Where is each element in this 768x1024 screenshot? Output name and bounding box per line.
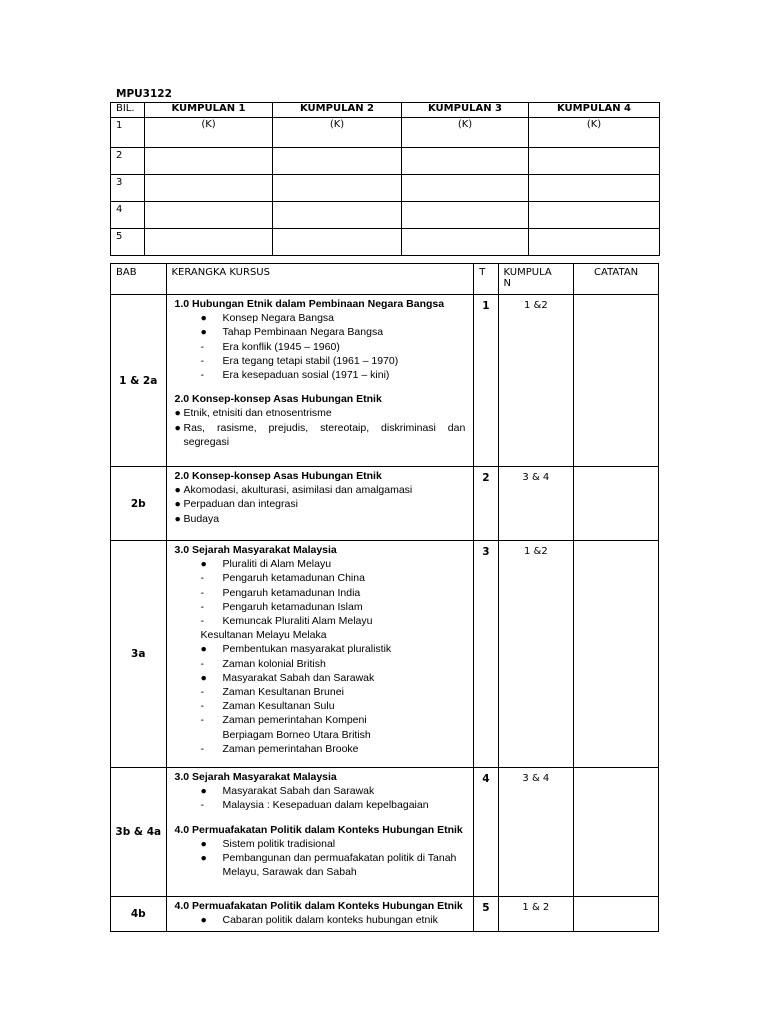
dash-icon: - <box>200 369 204 382</box>
list-item-continuation: Kesultanan Melayu Melaka <box>200 629 327 642</box>
bab-cell: 4b <box>111 897 167 932</box>
table-row <box>111 118 660 148</box>
group-cell <box>529 229 660 256</box>
table-row <box>111 202 660 229</box>
dash-icon: - <box>200 700 204 713</box>
catatan-cell <box>574 295 659 467</box>
bab-cell: 3a <box>111 541 167 768</box>
bab-cell: 3b & 4a <box>111 768 167 897</box>
table-row <box>111 148 660 175</box>
row-number: 2 <box>111 148 145 175</box>
catatan-cell <box>574 768 659 897</box>
dash-icon: - <box>200 799 204 812</box>
bab-cell: 2b <box>111 467 167 541</box>
syllabus-table <box>110 263 659 932</box>
list-item: - Zaman pemerintahan Kompeni <box>200 714 367 727</box>
kumpulan-cell: 3 & 4 <box>498 768 574 897</box>
group-cell <box>402 202 529 229</box>
t-cell: 1 <box>474 295 498 467</box>
group-cell <box>402 175 529 202</box>
list-item: - Malaysia : Kesepaduan dalam kepelbagaian <box>200 799 429 812</box>
section-title: 3.0 Sejarah Masyarakat Malaysia <box>174 771 337 783</box>
list-item: ● Etnik, etnisiti dan etnosentrisme <box>174 407 332 420</box>
row-number: 1 <box>111 118 145 148</box>
header-kumpulan-4: KUMPULAN 4 <box>529 103 660 118</box>
list-item: - Pengaruh ketamadunan India <box>200 586 361 599</box>
group-cell <box>529 175 660 202</box>
bullet-icon: ● <box>200 852 207 865</box>
list-item: ● Masyarakat Sabah dan Sarawak <box>200 671 375 684</box>
list-item: - Zaman kolonial British <box>200 657 326 670</box>
list-item: - Zaman Kesultanan Brunei <box>200 686 344 699</box>
list-item: - Zaman Kesultanan Sulu <box>200 700 335 713</box>
section-title: 4.0 Permuafakatan Politik dalam Konteks Hubungan Etnik <box>174 900 463 912</box>
course-code: MPU3122 <box>116 88 172 100</box>
group-cell <box>529 202 660 229</box>
section-title: 2.0 Konsep-konsep Asas Hubungan Etnik <box>174 393 382 406</box>
group-cell: (K) <box>273 118 402 148</box>
catatan-cell <box>574 541 659 768</box>
course-outline-cell <box>166 295 474 467</box>
row-number: 5 <box>111 229 145 256</box>
list-item: - Pengaruh ketamadunan Islam <box>200 600 363 613</box>
list-item: ● Konsep Negara Bangsa <box>200 312 334 325</box>
syllabus-header <box>111 264 659 295</box>
bullet-icon: ● <box>174 484 181 497</box>
bullet-icon: ● <box>200 671 207 684</box>
list-item-continuation: Melayu, Sarawak dan Sabah <box>222 866 357 879</box>
header-bab: BAB <box>111 264 167 295</box>
list-item: ● Pembangunan dan permuafakatan politik di Tanah <box>200 852 457 865</box>
course-outline-cell <box>166 768 474 897</box>
table-row <box>111 175 660 202</box>
t-cell: 4 <box>474 768 498 897</box>
course-outline-cell <box>166 467 474 541</box>
list-item: ● Budaya <box>174 512 220 525</box>
t-cell: 2 <box>474 467 498 541</box>
group-cell <box>145 175 273 202</box>
course-outline-cell <box>166 541 474 768</box>
dash-icon: - <box>200 657 204 670</box>
group-cell <box>273 202 402 229</box>
group-cell <box>273 175 402 202</box>
header-bil: BIL. <box>111 103 145 118</box>
section-title: 1.0 Hubungan Etnik dalam Pembinaan Negara Bangsa <box>174 298 445 310</box>
row-number: 4 <box>111 202 145 229</box>
dash-icon: - <box>200 600 204 613</box>
list-item: ● Perpaduan dan integrasi <box>174 498 298 511</box>
dash-icon: - <box>200 340 204 353</box>
t-cell: 5 <box>474 897 498 932</box>
list-item: ● Pembentukan masyarakat pluralistik <box>200 643 392 656</box>
group-cell <box>273 148 402 175</box>
table-row <box>111 229 660 256</box>
group-cell: (K) <box>402 118 529 148</box>
dash-icon: - <box>200 354 204 367</box>
bullet-icon: ● <box>174 421 181 434</box>
list-item-continuation: Berpiagam Borneo Utara British <box>222 728 371 741</box>
dash-icon: - <box>200 714 204 727</box>
bullet-icon: ● <box>200 326 207 339</box>
table-row <box>111 467 659 541</box>
kumpulan-cell: 1 &2 <box>498 295 574 467</box>
bullet-icon: ● <box>174 512 181 525</box>
header-kerangka: KERANGKA KURSUS <box>166 264 474 295</box>
bullet-icon: ● <box>200 312 207 325</box>
bab-cell: 1 & 2a <box>111 295 167 467</box>
list-item: ● Sistem politik tradisional <box>200 837 336 850</box>
list-item: - Zaman pemerintahan Brooke <box>200 742 359 755</box>
list-item: ● Masyarakat Sabah dan Sarawak <box>200 785 375 798</box>
table-row <box>111 768 659 897</box>
list-item: - Kemuncak Pluraliti Alam Melayu <box>200 615 373 628</box>
header-t: T <box>474 264 498 295</box>
group-cell: (K) <box>529 118 660 148</box>
list-item: ● Ras, rasisme, prejudis, stereotaip, diskriminasi dan <box>174 421 466 434</box>
group-cell <box>145 229 273 256</box>
bullet-icon: ● <box>200 558 207 571</box>
table-row <box>111 897 659 932</box>
header-kumpulan-line1: KUMPULA <box>503 267 552 278</box>
bullet-icon: ● <box>200 785 207 798</box>
dash-icon: - <box>200 586 204 599</box>
t-cell: 3 <box>474 541 498 768</box>
group-cell <box>529 148 660 175</box>
header-kumpulan-2: KUMPULAN 2 <box>273 103 402 118</box>
dash-icon: - <box>200 615 204 628</box>
catatan-cell <box>574 897 659 932</box>
group-cell <box>273 229 402 256</box>
row-number: 3 <box>111 175 145 202</box>
list-item: - Era tegang tetapi stabil (1961 – 1970) <box>200 354 399 367</box>
table-row <box>111 541 659 768</box>
list-item: ● Akomodasi, akulturasi, asimilasi dan amalgamasi <box>174 484 413 497</box>
list-item: - Era konflik (1945 – 1960) <box>200 340 340 353</box>
list-item: ● Tahap Pembinaan Negara Bangsa <box>200 326 384 339</box>
group-cell <box>145 202 273 229</box>
list-item: ● Cabaran politik dalam konteks hubungan etnik <box>200 914 438 927</box>
kumpulan-cell: 3 & 4 <box>498 467 574 541</box>
header-catatan: CATATAN <box>574 264 659 295</box>
group-table <box>110 102 660 256</box>
kumpulan-cell: 1 & 2 <box>498 897 574 932</box>
bullet-icon: ● <box>174 498 181 511</box>
list-item: - Era kesepaduan sosial (1971 – kini) <box>200 369 390 382</box>
section-title: 2.0 Konsep-konsep Asas Hubungan Etnik <box>174 470 382 482</box>
dash-icon: - <box>200 572 204 585</box>
course-outline-cell <box>166 897 474 932</box>
section-title: 3.0 Sejarah Masyarakat Malaysia <box>174 544 337 556</box>
bullet-icon: ● <box>200 837 207 850</box>
table-row <box>111 295 659 467</box>
group-cell: (K) <box>145 118 273 148</box>
header-kumpulan-3: KUMPULAN 3 <box>402 103 529 118</box>
catatan-cell <box>574 467 659 541</box>
header-kumpulan-line2: N <box>503 278 511 289</box>
header-kumpulan <box>498 264 574 295</box>
bullet-icon: ● <box>174 407 181 420</box>
group-cell <box>402 229 529 256</box>
section-title: 4.0 Permuafakatan Politik dalam Konteks Hubungan Etnik <box>174 823 463 836</box>
bullet-icon: ● <box>200 914 207 927</box>
kumpulan-cell: 1 &2 <box>498 541 574 768</box>
group-cell <box>402 148 529 175</box>
dash-icon: - <box>200 742 204 755</box>
list-item: - Pengaruh ketamadunan China <box>200 572 365 585</box>
header-kumpulan-1: KUMPULAN 1 <box>145 103 273 118</box>
dash-icon: - <box>200 686 204 699</box>
list-item: ● Pluraliti di Alam Melayu <box>200 558 332 571</box>
group-table-header <box>111 103 660 118</box>
group-cell <box>145 148 273 175</box>
bullet-icon: ● <box>200 643 207 656</box>
list-item-continuation: segregasi <box>183 435 230 448</box>
